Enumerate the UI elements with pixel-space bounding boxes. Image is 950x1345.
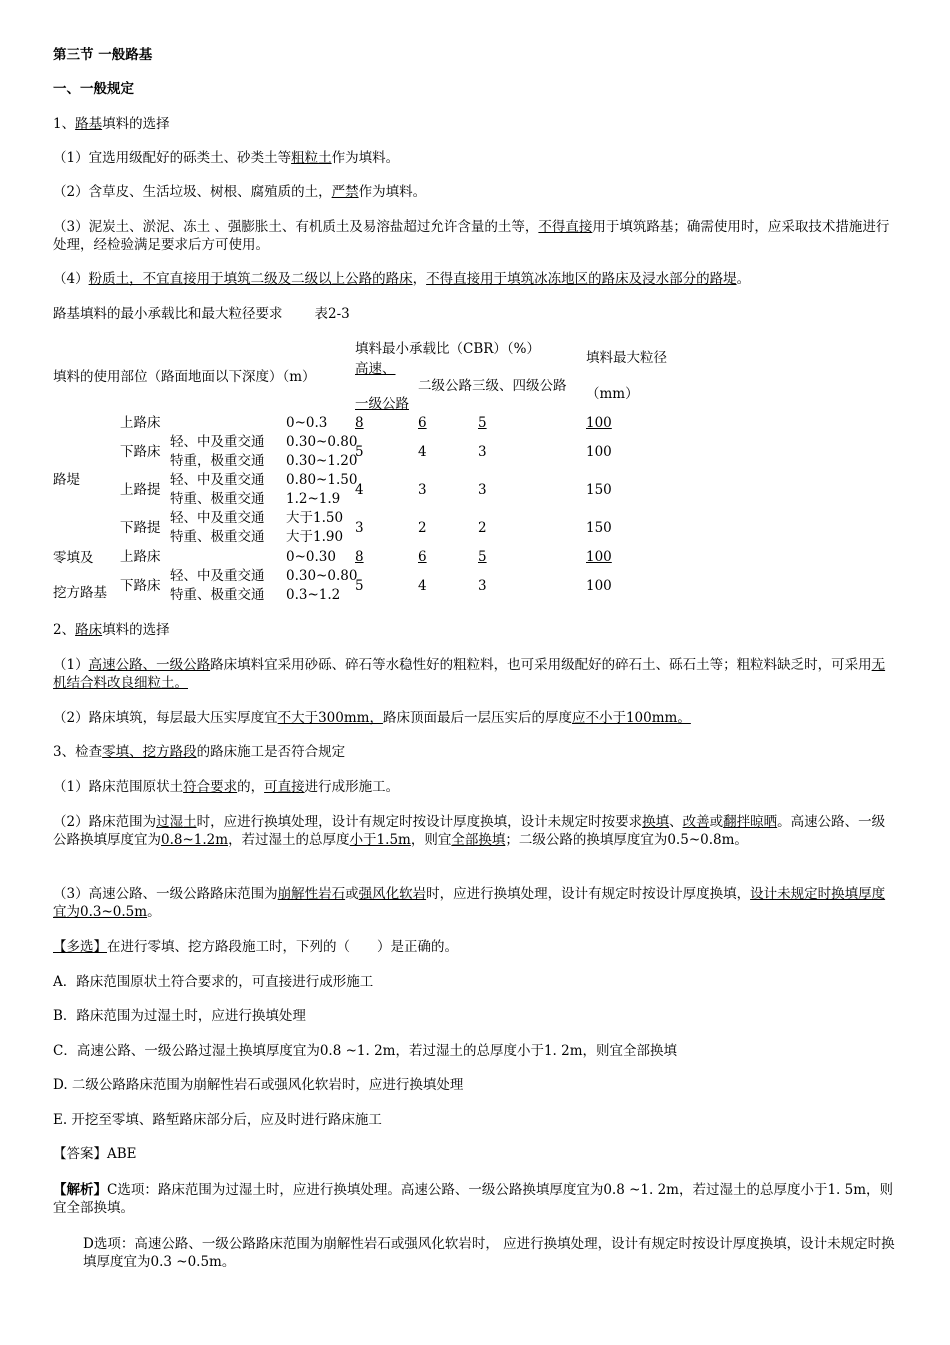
underlined-text: 不得直接用于填筑冰冻地区的路床及浸水部分的路堤 (426, 271, 737, 287)
cell-highway: 8 (355, 415, 364, 431)
paragraph-s1-1 (53, 150, 399, 167)
row-depth: 0.30~0.80 (286, 568, 358, 584)
header-other-grades: 二级公路三级、四级公路 (418, 378, 567, 394)
underlined-text: 强风化软岩 (358, 886, 427, 902)
underlined-text: 可直接 (264, 779, 305, 795)
text: 作为填料。 (331, 150, 400, 166)
option-b: B．路床范围为过湿土时，应进行换填处理 (53, 1008, 306, 1024)
row-traffic: 特重、极重交通 (170, 529, 265, 545)
cell-highway: 8 (355, 549, 364, 565)
text: （2）路床范围为 (53, 814, 157, 830)
question-stem (53, 939, 458, 956)
text: 用于填筑路基；确需使用时，应采取技术措施进行处理，经检验满足要求后方可使用。 (53, 219, 890, 253)
subheading-check (53, 744, 345, 761)
row-traffic: 轻、中及重交通 (170, 510, 265, 526)
text: 进行成形施工。 (304, 779, 400, 795)
text: （4） (53, 271, 89, 287)
row-depth: 1.2~1.9 (286, 491, 341, 507)
heading-general-rules: 一、一般规定 (53, 81, 134, 97)
row-depth: 0.30~1.20 (286, 453, 358, 469)
row-traffic: 轻、中及重交通 (170, 472, 265, 488)
underlined-text: 过湿土 (156, 814, 197, 830)
header-part: 填料的使用部位（路面地面以下深度）（m） (53, 369, 316, 385)
analysis-text: C选项：路床范围为过湿土时，应进行换填处理。高速公路、一级公路换填厚度宜为0.8 ~1. 2m，若过湿土的总厚度小于1. 5m，则宜全部换填。 (53, 1182, 894, 1216)
paragraph-s3-3 (53, 885, 895, 921)
underlined-text: 全部换填 (451, 832, 506, 848)
underlined-text: 无机结合料改良细粒土。 (53, 657, 886, 691)
cell-max-size: 100 (586, 444, 612, 460)
caption-text: 路基填料的最小承载比和最大粒径要求 (53, 306, 283, 322)
paragraph-s3-2 (53, 813, 895, 849)
cell-grade2: 6 (418, 415, 427, 431)
text: 填料的选择 (102, 116, 170, 132)
row-sub-label: 上路提 (120, 482, 161, 498)
paragraph-s2-1 (53, 656, 895, 692)
answer: 【答案】ABE (53, 1146, 137, 1162)
paragraph-s1-4 (53, 271, 750, 288)
row-sub-label: 上路床 (120, 415, 161, 431)
underlined-text: 应不小于100mm。 (571, 710, 691, 726)
subheading-subgrade-fill (53, 116, 170, 133)
analysis-d (53, 1235, 895, 1271)
cell-grade34: 3 (478, 482, 487, 498)
underlined-text: 设计未规定时换填厚度宜为0.3~0.5m (53, 886, 886, 920)
row-sub-label: 上路床 (120, 549, 161, 565)
row-depth: 0.3~1.2 (286, 587, 341, 603)
underlined-text: 翻拌晾晒 (723, 814, 778, 830)
text: 。高速公路、一级公路换填厚度宜为 (53, 814, 886, 848)
section-title: 第三节 一般路基 (53, 47, 153, 63)
header-max-size: 填料最大粒径 (586, 350, 667, 366)
paragraph-s2-2 (53, 710, 691, 727)
text: 3、检查 (53, 744, 103, 760)
cell-highway: 5 (355, 578, 364, 594)
underlined-text: 不得直接 (538, 219, 593, 235)
text: ，则宜 (410, 832, 452, 848)
underlined-text: 改善 (682, 814, 710, 830)
underlined-text: 粉质土，不宜直接用于填筑二级及二级以上公路的路床 (88, 271, 413, 287)
text: 的路床施工是否符合规定 (196, 744, 346, 760)
cell-grade34: 5 (478, 415, 487, 431)
cell-grade2: 4 (418, 444, 427, 460)
text: （2）路床填筑，每层最大压实厚度宜 (53, 710, 278, 726)
cell-grade2: 6 (418, 549, 427, 565)
table-caption (53, 306, 350, 323)
text: 、 (669, 814, 683, 830)
cell-highway: 4 (355, 482, 364, 498)
row-sub-label: 下路床 (120, 444, 161, 460)
group-embankment: 路堤 (53, 472, 80, 488)
option-c: C．高速公路、一级公路过湿土换填厚度宜为0.8 ~1. 2m，若过湿土的总厚度小于1. 2m，则宜全部换填 (53, 1043, 678, 1059)
text: （3）泥炭土、淤泥、冻土 、强膨胀土、有机质土及易溶盐超过允许含量的土等， (53, 219, 539, 235)
analysis-text: D选项：高速公路、一级公路路床范围为崩解性岩石或强风化软岩时， 应进行换填处理，设计有规定时按设计厚度换填，设计未规定时换填厚度宜为0.3 ~0.5m。 (83, 1236, 895, 1270)
underlined-text: 零填、挖方路段 (102, 744, 197, 760)
text: 路床填料宜采用砂砾、碎石等水稳性好的粗粒料，也可采用级配好的碎石土、砾石土等；粗粒料缺乏时，可采用 (210, 657, 872, 673)
text: 。 (147, 904, 161, 920)
cell-max-size: 150 (586, 482, 612, 498)
row-depth: 0~0.30 (286, 549, 336, 565)
underlined-text: 崩解性岩石 (277, 886, 346, 902)
cell-grade34: 3 (478, 578, 487, 594)
cell-highway: 3 (355, 520, 364, 536)
table-number: 表2-3 (314, 306, 350, 322)
text: 或 (709, 814, 724, 830)
row-traffic: 特重，极重交通 (170, 453, 265, 469)
row-depth: 大于1.90 (286, 529, 344, 545)
underlined-text: 路床 (75, 622, 103, 638)
header-cbr: 填料最小承载比（CBR）（%） (355, 341, 540, 357)
underlined-text: 符合要求 (183, 779, 238, 795)
row-sub-label: 下路床 (120, 578, 161, 594)
group-fill-2: 挖方路基 (53, 585, 107, 601)
analysis-c (53, 1181, 895, 1217)
option-a: A．路床范围原状土符合要求的，可直接进行成形施工 (53, 974, 374, 990)
cell-grade2: 2 (418, 520, 427, 536)
underlined-text: 不大于300mm， (277, 710, 383, 726)
option-d: D. 二级公路路床范围为崩解性岩石或强风化软岩时，应进行换填处理 (53, 1077, 464, 1093)
cell-grade2: 4 (418, 578, 427, 594)
paragraph-s1-2 (53, 184, 426, 201)
row-sub-label: 下路提 (120, 520, 161, 536)
text: 。 (736, 271, 751, 287)
text: ， (412, 271, 427, 287)
underlined-text: 高速公路、一级公路 (88, 657, 211, 673)
cell-max-size: 150 (586, 520, 612, 536)
row-depth: 0.80~1.50 (286, 472, 358, 488)
text: （2）含草皮、生活垃圾、树根、腐殖质的土， (53, 184, 332, 200)
cell-grade2: 3 (418, 482, 427, 498)
text: 1、 (53, 116, 76, 132)
text: 2、 (53, 622, 76, 638)
header-highway-2: 一级公路 (355, 396, 409, 412)
text: 作为填料。 (358, 184, 427, 200)
text: ；二级公路的换填厚度宜为0.5~0.8m。 (505, 832, 748, 848)
question-text: 在进行零填、挖方路段施工时，下列的（ ）是正确的。 (107, 939, 458, 955)
group-fill-1: 零填及 (53, 550, 94, 566)
cell-max-size: 100 (586, 415, 612, 431)
underlined-text: 严禁 (331, 184, 359, 200)
row-depth: 大于1.50 (286, 510, 344, 526)
cell-grade34: 5 (478, 549, 487, 565)
text: （1）路床范围原状土 (53, 779, 184, 795)
paragraph-s1-3 (53, 218, 895, 254)
underlined-text: 小于1.5m (349, 832, 411, 848)
text: 路床顶面最后一层压实后的厚度 (382, 710, 572, 726)
text: 时，应进行换填处理，设计有规定时按设计厚度换填，设计未规定时按要求 (196, 814, 643, 830)
option-e: E. 开挖至零填、路堑路床部分后，应及时进行路床施工 (53, 1112, 382, 1128)
underlined-text: 路基 (75, 116, 103, 132)
paragraph-s3-1 (53, 779, 399, 796)
text: （3）高速公路、一级公路路床范围为 (53, 886, 278, 902)
analysis-tag: 【解析】 (53, 1182, 107, 1198)
underlined-text: 换填 (642, 814, 670, 830)
subheading-bed-fill (53, 622, 170, 639)
question-tag: 【多选】 (53, 939, 107, 955)
header-highway-1: 高速、 (355, 361, 396, 377)
text: 的， (237, 779, 265, 795)
text: ，若过湿土的总厚度 (228, 832, 350, 848)
text: （1）宜选用级配好的砾类土、砂类土等 (53, 150, 292, 166)
row-traffic: 轻、中及重交通 (170, 434, 265, 450)
row-traffic: 特重、极重交通 (170, 491, 265, 507)
cell-max-size: 100 (586, 578, 612, 594)
row-depth: 0.30~0.80 (286, 434, 358, 450)
cell-highway: 5 (355, 444, 364, 460)
text: 时，应进行换填处理，设计有规定时按设计厚度换填， (426, 886, 751, 902)
cell-grade34: 2 (478, 520, 487, 536)
cell-grade34: 3 (478, 444, 487, 460)
text: 填料的选择 (102, 622, 170, 638)
underlined-text: 0.8~1.2m (161, 832, 229, 848)
header-unit: （mm） (586, 386, 639, 402)
row-traffic: 特重、极重交通 (170, 587, 265, 603)
row-depth: 0~0.3 (286, 415, 328, 431)
cell-max-size: 100 (586, 549, 612, 565)
row-traffic: 轻、中及重交通 (170, 568, 265, 584)
text: （1） (53, 657, 89, 673)
underlined-text: 粗粒土 (291, 150, 332, 166)
text: 或 (345, 886, 359, 902)
